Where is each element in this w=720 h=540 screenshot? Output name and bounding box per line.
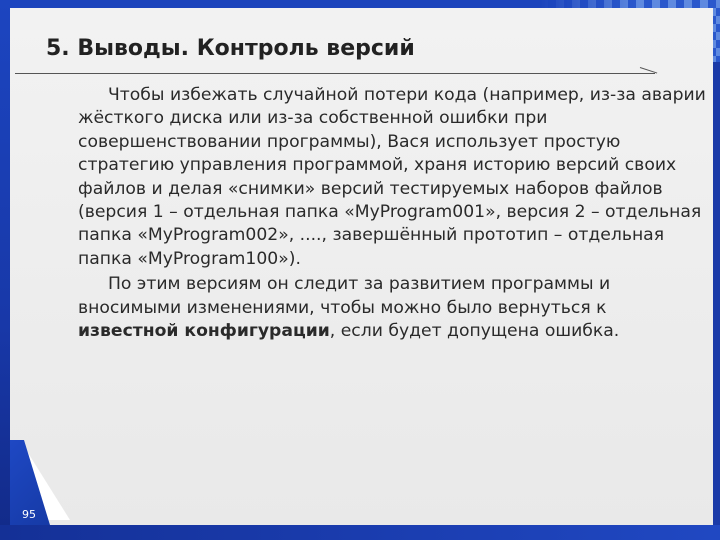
paragraph2-text-after: , если будет допущена ошибка.	[329, 321, 620, 342]
frame-bottom-bar	[0, 525, 720, 540]
paragraph2-text-before: По этим версиям он следит за развитием программы и вносимыми изменениями, чтобы можно было вернуться к	[78, 274, 611, 318]
paragraph-known-configuration	[78, 273, 712, 343]
paragraph2-emphasis: известной конфигурации	[78, 321, 330, 342]
title-underline	[15, 73, 655, 74]
slide-body	[78, 84, 712, 343]
slide-title: 5. Выводы. Контроль версий	[46, 36, 415, 61]
slide-number: 95	[22, 508, 36, 521]
paragraph-version-strategy: Чтобы избежать случайной потери кода (например, из-за аварии жёсткого диска или из-за собственной ошибки при совершенствовании программы), Вася использует простую стратегию управления программой, храня историю версий своих файлов и делая «снимки» версий тестируемых наборов файлов (версия 1 – отдельная папка «MyProgram001», версия 2 – отдельная папка «MyProgram002», ...., завершённый прототип – отдельная папка «MyProgram100»).	[78, 85, 706, 269]
